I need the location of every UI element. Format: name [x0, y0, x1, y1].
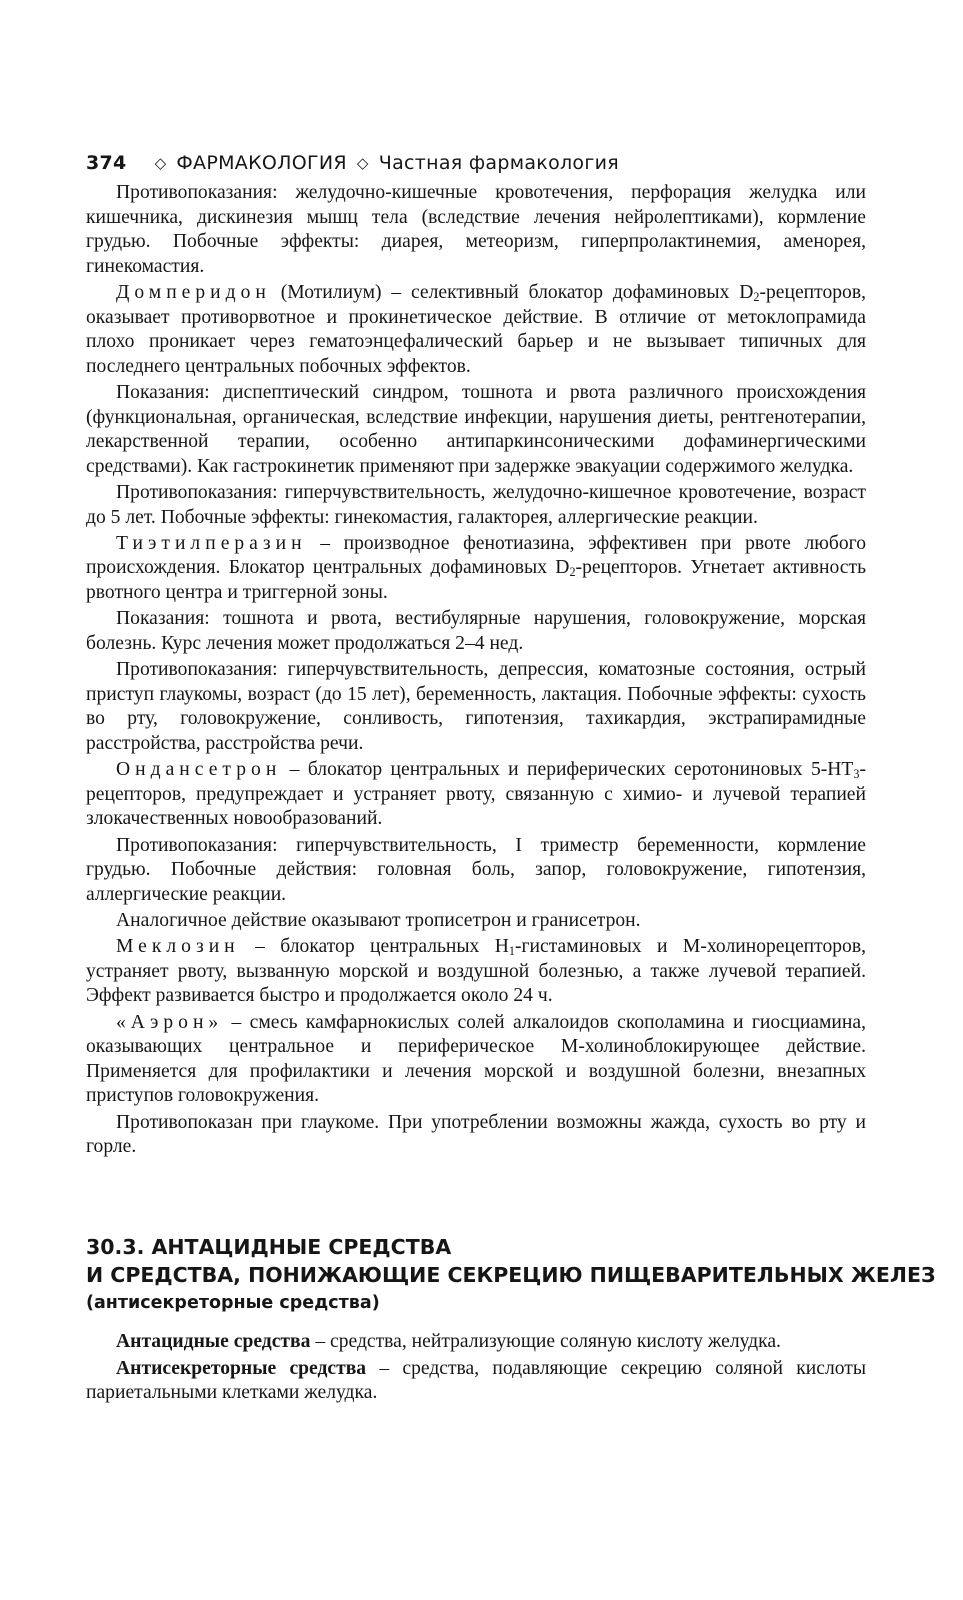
definition	[86, 1330, 866, 1355]
subscript: 2	[753, 289, 760, 304]
paragraph-text: – блокатор центральных H	[239, 936, 509, 958]
paragraph-text: -рецепторов, оказывает противорвотное и прокинетическое действие. В отличие от метоклопрамида плохо проникает через гематоэнцефалический барьер и не вызывает типичных для последнего центральных побочных эффектов.	[86, 281, 866, 377]
drug-name: Ондансетрон	[116, 759, 282, 781]
running-head-subsection: Частная фармакология	[378, 152, 620, 174]
subscript: 2	[569, 565, 576, 580]
section-heading	[86, 1233, 936, 1317]
page-number: 374	[86, 152, 127, 174]
subscript: 1	[508, 944, 515, 959]
paragraph: Противопоказан при глаукоме. При употреблении возможны жажда, сухость во рту и горле.	[86, 1111, 866, 1158]
subscript: 3	[853, 767, 860, 782]
paragraph-text: -гистаминовых и М-холинорецепторов, устраняет рвоту, вызванную морской и воздушной болезнью, а также лучевой терапией. Эффект развивается быстро и продолжается около 24 ч.	[86, 936, 866, 1007]
body-text	[86, 181, 866, 1162]
paragraph	[86, 532, 866, 606]
diamond-icon: ◇	[154, 154, 167, 172]
diamond-icon: ◇	[356, 154, 369, 172]
paragraph: Показания: тошнота и рвота, вестибулярные нарушения, головокружение, морская болезнь. Курс лечения может продолжаться 2–4 нед.	[86, 608, 866, 654]
paragraph-text: – смесь камфарнокислых солей алкалоидов скополамина и гиосциамина, оказывающих центральное и периферическое М-холиноблокирующее действие. Применяется для профилактики и лечения морской и воздушной болезни, внезапных приступов головокружения.	[86, 1011, 866, 1107]
paragraph	[86, 281, 866, 379]
paragraph	[86, 935, 866, 1009]
running-head-section: ФАРМАКОЛОГИЯ	[176, 152, 347, 174]
drug-name: Домперидон	[116, 281, 271, 303]
definitions	[86, 1330, 866, 1408]
paragraph-text: -рецепторов. Угнетает активность рвотного центра и триггерной зоны.	[86, 557, 867, 603]
definition-text: – средства, нейтрализующие соляную кислоту желудка.	[310, 1331, 781, 1352]
definition-term: Антацидные средства	[116, 1331, 311, 1352]
drug-name: «Аэрон»	[116, 1011, 224, 1033]
paragraph-text: -рецепторов, предупреждает и устраняет рвоту, связанную с химио- и лучевой терапией злокачественных новообразований.	[86, 759, 866, 830]
paragraph	[86, 758, 866, 832]
drug-name: Тиэтилперазин	[116, 532, 307, 554]
paragraph: Противопоказания: гиперчувствительность, депрессия, коматозные состояния, острый приступ глаукомы, возраст (до 15 лет), беременность, лактация. Побочные эффекты: сухость во рту, головокружение, сонливость, гипотензия, тахикардия, экстрапирамидные расстройства, расстройства речи.	[86, 659, 866, 754]
section-subtitle: (антисекреторные средства)	[86, 1293, 380, 1313]
definition-term: Антисекреторные средства	[116, 1357, 367, 1379]
paragraph: Противопоказания: желудочно-кишечные кровотечения, перфорация желудка или кишечника, дискинезия мышц тела (вследствие лечения нейролептиками), кормление грудью. Побочные эффекты: диарея, метеоризм, гиперпролактинемия, аменорея, гинекомастия.	[86, 182, 866, 277]
paragraph-text: – производное фенотиазина, эффективен при рвоте любого происхождения. Блокатор центральных дофаминовых D	[86, 532, 866, 579]
paragraph	[86, 1011, 866, 1109]
definition-text: – средства, подавляющие секрецию соляной кислоты париетальными клетками желудка.	[86, 1357, 866, 1403]
paragraph: Показания: диспептический синдром, тошнота и рвота различного происхождения (функциональная, органическая, вследствие инфекции, нарушения диеты, рентгенотерапии, лекарственной терапии, особенно антипаркинсоническими дофаминергическими средствами). Как гастрокинетик применяют при задержке эвакуации содержимого желудка.	[86, 381, 866, 477]
section-title-line1: 30.3. АНТАЦИДНЫЕ СРЕДСТВА	[86, 1235, 452, 1259]
section-title-line2: И СРЕДСТВА, ПОНИЖАЮЩИЕ СЕКРЕЦИЮ ПИЩЕВАРИТЕЛЬНЫХ ЖЕЛЕЗ	[86, 1263, 936, 1287]
paragraph: Противопоказания: гиперчувствительность, желудочно-кишечное кровотечение, возраст до 5 лет. Побочные эффекты: гинекомастия, галакторея, аллергические реакции.	[86, 481, 866, 528]
paragraph: Аналогичное действие оказывают трописетрон и гранисетрон.	[116, 910, 641, 932]
paragraph-text: (Мотилиум) – селективный блокатор дофаминовых D	[270, 281, 754, 303]
definition	[86, 1357, 866, 1406]
running-head	[86, 150, 619, 177]
paragraph: Противопоказания: гиперчувствительность, I триместр беременности, кормление грудью. Побочные действия: головная боль, запор, головокружение, гипотензия, аллергические реакции.	[86, 834, 866, 905]
paragraph-text: – блокатор центральных и периферических серотониновых 5-HT	[281, 759, 854, 781]
drug-name: Меклозин	[116, 936, 240, 958]
